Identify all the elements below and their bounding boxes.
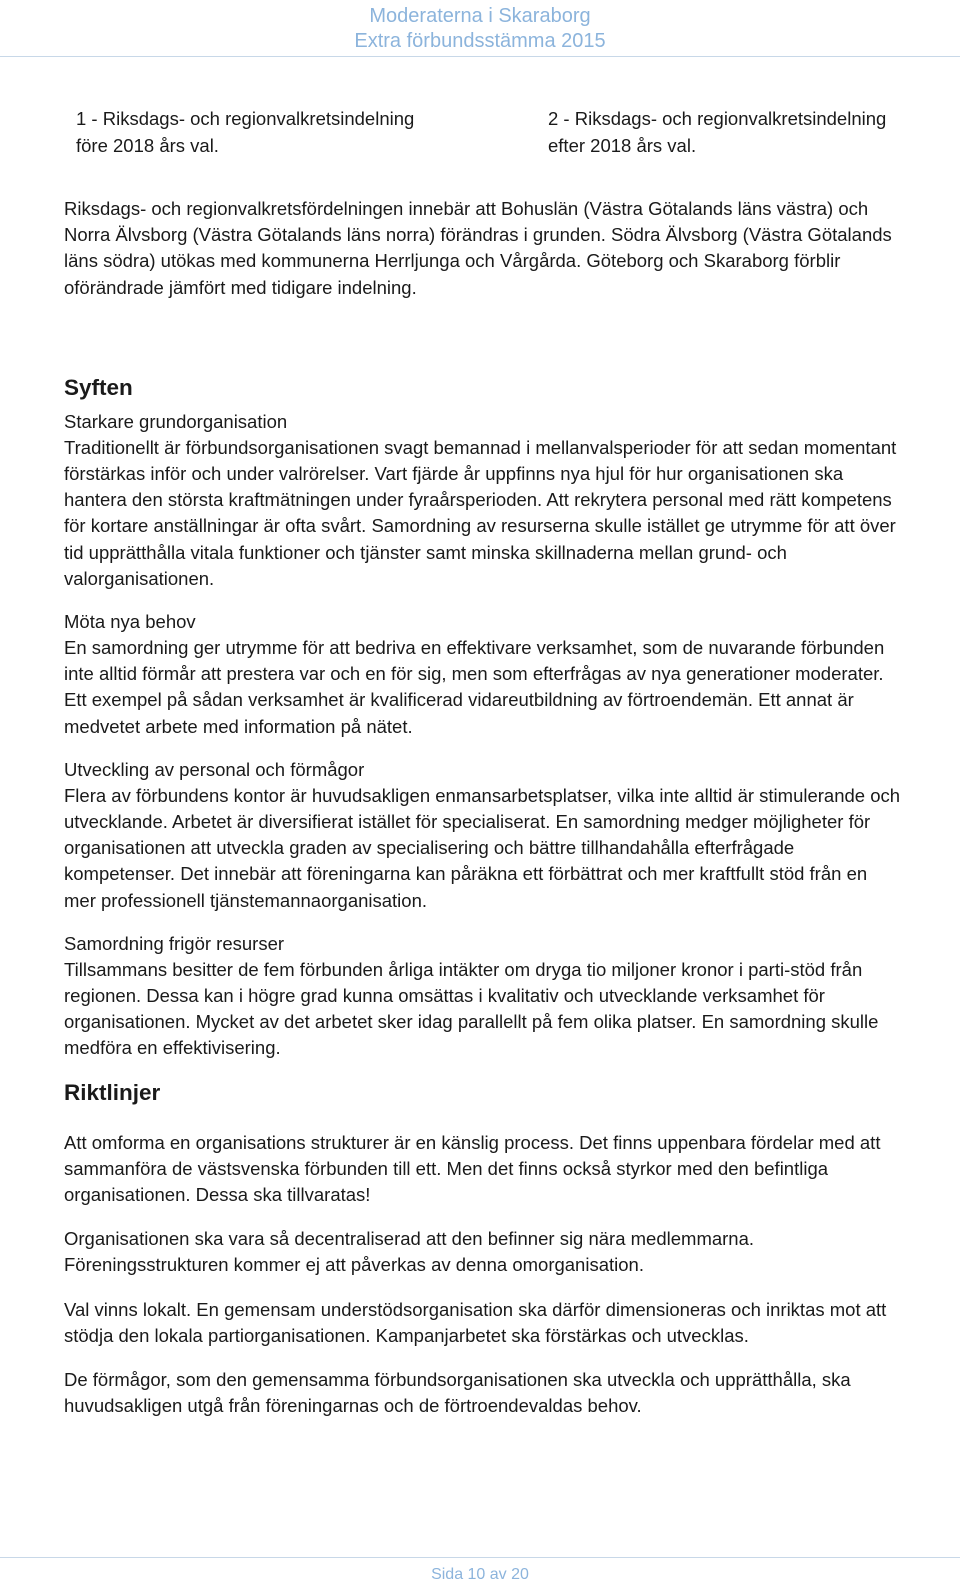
figure-caption-2: 2 - Riksdags- och regionvalkretsindelning efter 2018 års val. [548, 108, 887, 156]
footer-divider [0, 1557, 960, 1558]
guideline-paragraph: Organisationen ska vara så decentraliserad att den befinner sig nära medlemmarna. Föreningsstrukturen kommer ej att påverkas av denna omorganisation. [64, 1228, 755, 1276]
page-number: Sida 10 av 20 [431, 1566, 529, 1583]
section-title-riktlinjer: Riktlinjer [64, 1079, 161, 1105]
subheading: Möta nya behov [64, 611, 196, 633]
subheading: Starkare grundorganisation [64, 410, 288, 432]
intro-paragraph: Riksdags- och regionvalkretsfördelningen innebär att Bohuslän (Västra Götalands läns västra) och Norra Älvsborg (Västra Götalands läns norra) förändras i grunden. Södra Älvsborg (Västra Götalands läns södra) utökas med kommunerna Herrljunga och Vårgårda. Göteborg och Skaraborg förblir oförändrade jämfört med tidigare indelning. [64, 198, 892, 298]
guideline-paragraph: Val vinns lokalt. En gemensam understödsorganisation ska därför dimensioneras och inriktas mot att stödja den lokala partiorganisationen. Kampanjarbetet ska förstärkas och utvecklas. [64, 1298, 887, 1346]
main-content [64, 196, 904, 1420]
page-header [0, 4, 960, 54]
section-paragraph: En samordning ger utrymme för att bedriva en effektivare verksamhet, som de nuvarande förbunden inte alltid förmår att prestera var och en för sig, men som efterfrågas av nya generationer moderater. Ett exempel på sådan verksamhet är kvalificerad vidareutbildning av förtroendemän. Ett annat är medvetet arbete med information på nätet. [64, 637, 885, 737]
guideline-paragraph: Att omforma en organisations strukturer är en känslig process. Det finns uppenbara fördelar med att sammanföra de västsvenska förbunden till ett. Men det finns också styrkor med den befintliga organisationen. Dessa ska tillvaratas! [64, 1131, 881, 1206]
header-event: Extra förbundsstämma 2015 [354, 30, 606, 52]
section-paragraph: Flera av förbundens kontor är huvudsakligen enmansarbetsplatser, vilka inte alltid är stimulerande och utvecklande. Arbetet är diversifierat istället för specialiserat. En samordning medger möjligheter för organisationen att utveckla graden av specialisering och bättre tillhandahålla efterfrågade kompetenser. Det innebär att föreningarna kan påräkna ett förbättrat och mer kraftfullt stöd från en mer professionell tjänstemannaorganisation. [64, 784, 901, 911]
subheading: Utveckling av personal och förmågor [64, 758, 365, 780]
guideline-paragraph: De förmågor, som den gemensamma förbundsorganisationen ska utveckla och upprätthålla, ska huvudsakligen utgå från föreningarnas och de förtroendevaldas behov. [64, 1369, 851, 1417]
section-paragraph: Traditionellt är förbundsorganisationen svagt bemannad i mellanvalsperioder för att sedan momentant förstärkas inför och under valrörelser. Vart fjärde år uppfinns nya hjul för hur organisationen ska hantera den största kraftmätningen under fyraårsperioden. Att rekrytera personal med rätt kompetens för kortare anställningar är ofta svårt. Samordning av resurserna skulle istället ge utrymme för att över tid upprätthålla vitala funktioner och tjänster samt minska skillnaderna mellan grund- och valorganisationen. [64, 436, 897, 589]
subheading: Samordning frigör resurser [64, 932, 285, 954]
section-paragraph: Tillsammans besitter de fem förbunden årliga intäkter om dryga tio miljoner kronor i parti-stöd från regionen. Dessa kan i högre grad kunna omsättas i kvalitativ och utvecklande verksamhet för organisationen. Mycket av det arbetet sker idag parallellt på fem olika platser. En samordning skulle medföra en effektivisering. [64, 958, 879, 1059]
section-title-syften: Syften [64, 374, 133, 400]
figure-caption-1: 1 - Riksdags- och regionvalkretsindelning före 2018 års val. [76, 108, 415, 156]
header-divider [0, 56, 960, 57]
header-org: Moderaterna i Skaraborg [369, 5, 591, 27]
